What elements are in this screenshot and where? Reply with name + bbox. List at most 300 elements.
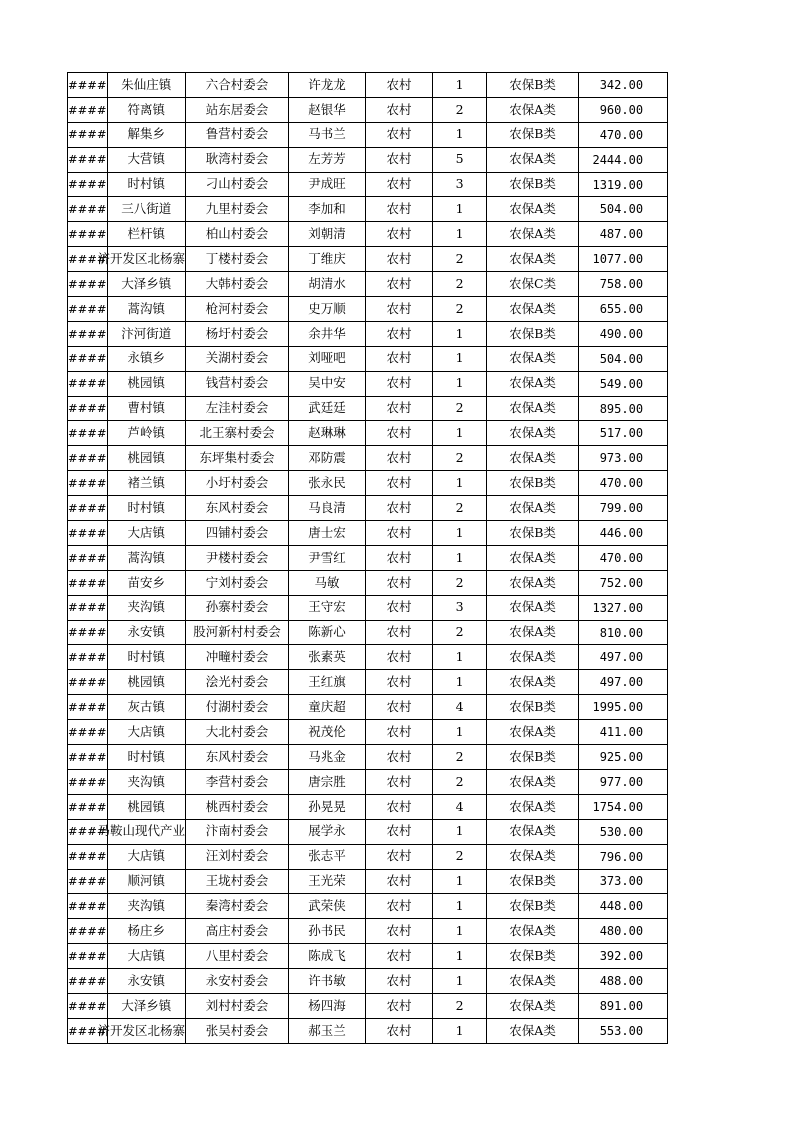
area-type-cell[interactable]: 农村 [366, 645, 433, 670]
village-committee-cell[interactable]: 秦湾村委会 [186, 894, 289, 919]
household-count-cell[interactable]: 1 [433, 670, 487, 695]
name-cell[interactable]: 展学永 [289, 819, 366, 844]
insurance-category-cell[interactable]: 农保A类 [487, 545, 579, 570]
name-cell[interactable]: 马敏 [289, 570, 366, 595]
household-count-cell[interactable]: 1 [433, 471, 487, 496]
row-id-cell[interactable]: #### [68, 695, 108, 720]
town-cell[interactable]: 大营镇 [107, 147, 186, 172]
row-id-cell[interactable]: #### [68, 969, 108, 994]
amount-cell[interactable]: 342.00 [579, 73, 668, 98]
village-committee-cell[interactable]: 汴南村委会 [186, 819, 289, 844]
insurance-category-cell[interactable]: 农保A类 [487, 570, 579, 595]
town-cell[interactable]: 灰古镇 [107, 695, 186, 720]
amount-cell[interactable]: 504.00 [579, 346, 668, 371]
household-count-cell[interactable]: 2 [433, 745, 487, 770]
insurance-category-cell[interactable]: 农保B类 [487, 471, 579, 496]
row-id-cell[interactable]: #### [68, 371, 108, 396]
insurance-category-cell[interactable]: 农保B类 [487, 172, 579, 197]
table-row[interactable] [68, 247, 668, 272]
town-cell[interactable]: 汴河街道 [107, 321, 186, 346]
village-committee-cell[interactable]: 桃西村委会 [186, 794, 289, 819]
amount-cell[interactable]: 470.00 [579, 122, 668, 147]
name-cell[interactable]: 张素英 [289, 645, 366, 670]
insurance-category-cell[interactable]: 农保C类 [487, 272, 579, 297]
area-type-cell[interactable]: 农村 [366, 844, 433, 869]
table-row[interactable] [68, 371, 668, 396]
village-committee-cell[interactable]: 冲疃村委会 [186, 645, 289, 670]
table-row[interactable] [68, 272, 668, 297]
area-type-cell[interactable]: 农村 [366, 794, 433, 819]
row-id-cell[interactable]: #### [68, 720, 108, 745]
town-cell[interactable]: 芦岭镇 [107, 421, 186, 446]
name-cell[interactable]: 王光荣 [289, 869, 366, 894]
town-cell[interactable]: 栏杆镇 [107, 222, 186, 247]
town-cell[interactable]: 褚兰镇 [107, 471, 186, 496]
village-committee-cell[interactable]: 东风村委会 [186, 496, 289, 521]
town-cell[interactable]: 大店镇 [107, 720, 186, 745]
insurance-category-cell[interactable]: 农保A类 [487, 297, 579, 322]
town-cell[interactable]: 桃园镇 [107, 794, 186, 819]
household-count-cell[interactable]: 1 [433, 869, 487, 894]
town-cell[interactable]: 大店镇 [107, 944, 186, 969]
area-type-cell[interactable]: 农村 [366, 496, 433, 521]
row-id-cell[interactable]: #### [68, 894, 108, 919]
table-row[interactable] [68, 1018, 668, 1043]
name-cell[interactable]: 唐宗胜 [289, 769, 366, 794]
village-committee-cell[interactable]: 大韩村委会 [186, 272, 289, 297]
village-committee-cell[interactable]: 六合村委会 [186, 73, 289, 98]
town-cell[interactable]: 朱仙庄镇 [107, 73, 186, 98]
town-cell[interactable]: 马鞍山现代产业 [107, 819, 186, 844]
amount-cell[interactable]: 796.00 [579, 844, 668, 869]
village-committee-cell[interactable]: 左洼村委会 [186, 396, 289, 421]
insurance-category-cell[interactable]: 农保A类 [487, 496, 579, 521]
household-count-cell[interactable]: 1 [433, 969, 487, 994]
table-row[interactable] [68, 869, 668, 894]
area-type-cell[interactable]: 农村 [366, 869, 433, 894]
village-committee-cell[interactable]: 八里村委会 [186, 944, 289, 969]
insurance-category-cell[interactable]: 农保B类 [487, 321, 579, 346]
area-type-cell[interactable]: 农村 [366, 421, 433, 446]
town-cell[interactable]: 大泽乡镇 [107, 993, 186, 1018]
name-cell[interactable]: 张志平 [289, 844, 366, 869]
town-cell[interactable]: 时村镇 [107, 496, 186, 521]
town-cell[interactable]: 济开发区北杨寨 [107, 247, 186, 272]
household-count-cell[interactable]: 1 [433, 73, 487, 98]
table-row[interactable] [68, 147, 668, 172]
insurance-category-cell[interactable]: 农保A类 [487, 720, 579, 745]
insurance-category-cell[interactable]: 农保A类 [487, 197, 579, 222]
row-id-cell[interactable]: #### [68, 844, 108, 869]
town-cell[interactable]: 时村镇 [107, 745, 186, 770]
insurance-category-cell[interactable]: 农保A类 [487, 421, 579, 446]
name-cell[interactable]: 史万顺 [289, 297, 366, 322]
amount-cell[interactable]: 448.00 [579, 894, 668, 919]
area-type-cell[interactable]: 农村 [366, 894, 433, 919]
village-committee-cell[interactable]: 汪刘村委会 [186, 844, 289, 869]
area-type-cell[interactable]: 农村 [366, 695, 433, 720]
village-committee-cell[interactable]: 浍光村委会 [186, 670, 289, 695]
amount-cell[interactable]: 497.00 [579, 645, 668, 670]
area-type-cell[interactable]: 农村 [366, 944, 433, 969]
town-cell[interactable]: 大店镇 [107, 521, 186, 546]
household-count-cell[interactable]: 2 [433, 570, 487, 595]
area-type-cell[interactable]: 农村 [366, 919, 433, 944]
village-committee-cell[interactable]: 刁山村委会 [186, 172, 289, 197]
amount-cell[interactable]: 1319.00 [579, 172, 668, 197]
village-committee-cell[interactable]: 鲁营村委会 [186, 122, 289, 147]
name-cell[interactable]: 王守宏 [289, 595, 366, 620]
row-id-cell[interactable]: #### [68, 944, 108, 969]
household-count-cell[interactable]: 1 [433, 521, 487, 546]
table-row[interactable] [68, 969, 668, 994]
row-id-cell[interactable]: #### [68, 147, 108, 172]
insurance-category-cell[interactable]: 农保B类 [487, 745, 579, 770]
row-id-cell[interactable]: #### [68, 595, 108, 620]
row-id-cell[interactable]: #### [68, 97, 108, 122]
household-count-cell[interactable]: 1 [433, 819, 487, 844]
household-count-cell[interactable]: 1 [433, 919, 487, 944]
village-committee-cell[interactable]: 东坪集村委会 [186, 446, 289, 471]
table-row[interactable] [68, 720, 668, 745]
name-cell[interactable]: 许龙龙 [289, 73, 366, 98]
town-cell[interactable]: 时村镇 [107, 645, 186, 670]
household-count-cell[interactable]: 1 [433, 720, 487, 745]
row-id-cell[interactable]: #### [68, 769, 108, 794]
area-type-cell[interactable]: 农村 [366, 147, 433, 172]
name-cell[interactable]: 马兆金 [289, 745, 366, 770]
insurance-category-cell[interactable]: 农保B类 [487, 73, 579, 98]
area-type-cell[interactable]: 农村 [366, 297, 433, 322]
row-id-cell[interactable]: #### [68, 670, 108, 695]
town-cell[interactable]: 夹沟镇 [107, 769, 186, 794]
name-cell[interactable]: 李加和 [289, 197, 366, 222]
insurance-category-cell[interactable]: 农保A类 [487, 819, 579, 844]
area-type-cell[interactable]: 农村 [366, 73, 433, 98]
village-committee-cell[interactable]: 王垅村委会 [186, 869, 289, 894]
household-count-cell[interactable]: 2 [433, 297, 487, 322]
amount-cell[interactable]: 799.00 [579, 496, 668, 521]
amount-cell[interactable]: 758.00 [579, 272, 668, 297]
table-row[interactable] [68, 944, 668, 969]
town-cell[interactable]: 苗安乡 [107, 570, 186, 595]
village-committee-cell[interactable]: 九里村委会 [186, 197, 289, 222]
name-cell[interactable]: 郝玉兰 [289, 1018, 366, 1043]
table-row[interactable] [68, 446, 668, 471]
area-type-cell[interactable]: 农村 [366, 172, 433, 197]
area-type-cell[interactable]: 农村 [366, 521, 433, 546]
amount-cell[interactable]: 470.00 [579, 545, 668, 570]
area-type-cell[interactable]: 农村 [366, 620, 433, 645]
name-cell[interactable]: 尹雪红 [289, 545, 366, 570]
insurance-category-cell[interactable]: 农保A类 [487, 993, 579, 1018]
village-committee-cell[interactable]: 宁刘村委会 [186, 570, 289, 595]
row-id-cell[interactable]: #### [68, 1018, 108, 1043]
name-cell[interactable]: 王红旗 [289, 670, 366, 695]
area-type-cell[interactable]: 农村 [366, 122, 433, 147]
name-cell[interactable]: 张永民 [289, 471, 366, 496]
area-type-cell[interactable]: 农村 [366, 819, 433, 844]
town-cell[interactable]: 桃园镇 [107, 446, 186, 471]
amount-cell[interactable]: 1327.00 [579, 595, 668, 620]
town-cell[interactable]: 济开发区北杨寨 [107, 1018, 186, 1043]
area-type-cell[interactable]: 农村 [366, 371, 433, 396]
table-row[interactable] [68, 321, 668, 346]
insurance-category-cell[interactable]: 农保A类 [487, 147, 579, 172]
table-row[interactable] [68, 993, 668, 1018]
row-id-cell[interactable]: #### [68, 421, 108, 446]
village-committee-cell[interactable]: 尹楼村委会 [186, 545, 289, 570]
amount-cell[interactable]: 504.00 [579, 197, 668, 222]
table-row[interactable] [68, 670, 668, 695]
name-cell[interactable]: 杨四海 [289, 993, 366, 1018]
table-row[interactable] [68, 769, 668, 794]
row-id-cell[interactable]: #### [68, 396, 108, 421]
row-id-cell[interactable]: #### [68, 521, 108, 546]
village-committee-cell[interactable]: 永安村委会 [186, 969, 289, 994]
insurance-category-cell[interactable]: 农保A类 [487, 670, 579, 695]
table-row[interactable] [68, 844, 668, 869]
name-cell[interactable]: 吴中安 [289, 371, 366, 396]
name-cell[interactable]: 左芳芳 [289, 147, 366, 172]
table-row[interactable] [68, 695, 668, 720]
village-committee-cell[interactable]: 柏山村委会 [186, 222, 289, 247]
amount-cell[interactable]: 973.00 [579, 446, 668, 471]
insurance-category-cell[interactable]: 农保B类 [487, 695, 579, 720]
household-count-cell[interactable]: 1 [433, 197, 487, 222]
amount-cell[interactable]: 470.00 [579, 471, 668, 496]
insurance-category-cell[interactable]: 农保B类 [487, 944, 579, 969]
row-id-cell[interactable]: #### [68, 570, 108, 595]
amount-cell[interactable]: 553.00 [579, 1018, 668, 1043]
table-row[interactable] [68, 97, 668, 122]
row-id-cell[interactable]: #### [68, 222, 108, 247]
name-cell[interactable]: 刘哑吧 [289, 346, 366, 371]
table-row[interactable] [68, 122, 668, 147]
household-count-cell[interactable]: 1 [433, 421, 487, 446]
town-cell[interactable]: 顺河镇 [107, 869, 186, 894]
insurance-category-cell[interactable]: 农保A类 [487, 844, 579, 869]
table-row[interactable] [68, 545, 668, 570]
name-cell[interactable]: 尹成旺 [289, 172, 366, 197]
row-id-cell[interactable]: #### [68, 794, 108, 819]
village-committee-cell[interactable]: 站东居委会 [186, 97, 289, 122]
table-row[interactable] [68, 745, 668, 770]
insurance-category-cell[interactable]: 农保A类 [487, 645, 579, 670]
name-cell[interactable]: 赵琳琳 [289, 421, 366, 446]
area-type-cell[interactable]: 农村 [366, 247, 433, 272]
town-cell[interactable]: 桃园镇 [107, 371, 186, 396]
name-cell[interactable]: 武荣侠 [289, 894, 366, 919]
area-type-cell[interactable]: 农村 [366, 97, 433, 122]
row-id-cell[interactable]: #### [68, 122, 108, 147]
amount-cell[interactable]: 530.00 [579, 819, 668, 844]
town-cell[interactable]: 桃园镇 [107, 670, 186, 695]
amount-cell[interactable]: 487.00 [579, 222, 668, 247]
area-type-cell[interactable]: 农村 [366, 993, 433, 1018]
village-committee-cell[interactable]: 关湖村委会 [186, 346, 289, 371]
amount-cell[interactable]: 517.00 [579, 421, 668, 446]
name-cell[interactable]: 武廷廷 [289, 396, 366, 421]
household-count-cell[interactable]: 4 [433, 794, 487, 819]
name-cell[interactable]: 余井华 [289, 321, 366, 346]
insurance-category-cell[interactable]: 农保A类 [487, 222, 579, 247]
name-cell[interactable]: 祝茂伦 [289, 720, 366, 745]
table-row[interactable] [68, 73, 668, 98]
table-row[interactable] [68, 595, 668, 620]
household-count-cell[interactable]: 1 [433, 645, 487, 670]
insurance-category-cell[interactable]: 农保B类 [487, 521, 579, 546]
town-cell[interactable]: 符离镇 [107, 97, 186, 122]
household-count-cell[interactable]: 1 [433, 894, 487, 919]
insurance-category-cell[interactable]: 农保A类 [487, 595, 579, 620]
insurance-category-cell[interactable]: 农保B类 [487, 894, 579, 919]
town-cell[interactable]: 曹村镇 [107, 396, 186, 421]
town-cell[interactable]: 大泽乡镇 [107, 272, 186, 297]
town-cell[interactable]: 永安镇 [107, 620, 186, 645]
town-cell[interactable]: 夹沟镇 [107, 595, 186, 620]
row-id-cell[interactable]: #### [68, 645, 108, 670]
table-row[interactable] [68, 222, 668, 247]
name-cell[interactable]: 马良清 [289, 496, 366, 521]
insurance-category-cell[interactable]: 农保A类 [487, 769, 579, 794]
amount-cell[interactable]: 549.00 [579, 371, 668, 396]
amount-cell[interactable]: 1754.00 [579, 794, 668, 819]
village-committee-cell[interactable]: 张吴村委会 [186, 1018, 289, 1043]
amount-cell[interactable]: 488.00 [579, 969, 668, 994]
insurance-category-cell[interactable]: 农保A类 [487, 247, 579, 272]
household-count-cell[interactable]: 2 [433, 247, 487, 272]
village-committee-cell[interactable]: 大北村委会 [186, 720, 289, 745]
name-cell[interactable]: 丁维庆 [289, 247, 366, 272]
amount-cell[interactable]: 1077.00 [579, 247, 668, 272]
name-cell[interactable]: 陈新心 [289, 620, 366, 645]
name-cell[interactable]: 陈成飞 [289, 944, 366, 969]
name-cell[interactable]: 童庆超 [289, 695, 366, 720]
area-type-cell[interactable]: 农村 [366, 969, 433, 994]
area-type-cell[interactable]: 农村 [366, 769, 433, 794]
town-cell[interactable]: 夹沟镇 [107, 894, 186, 919]
row-id-cell[interactable]: #### [68, 321, 108, 346]
town-cell[interactable]: 大店镇 [107, 844, 186, 869]
name-cell[interactable]: 唐士宏 [289, 521, 366, 546]
town-cell[interactable]: 蒿沟镇 [107, 297, 186, 322]
table-row[interactable] [68, 172, 668, 197]
row-id-cell[interactable]: #### [68, 620, 108, 645]
household-count-cell[interactable]: 2 [433, 446, 487, 471]
row-id-cell[interactable]: #### [68, 346, 108, 371]
amount-cell[interactable]: 446.00 [579, 521, 668, 546]
town-cell[interactable]: 永镇乡 [107, 346, 186, 371]
village-committee-cell[interactable]: 枪河村委会 [186, 297, 289, 322]
insurance-category-cell[interactable]: 农保A类 [487, 919, 579, 944]
row-id-cell[interactable]: #### [68, 446, 108, 471]
row-id-cell[interactable]: #### [68, 73, 108, 98]
household-count-cell[interactable]: 2 [433, 769, 487, 794]
insurance-category-cell[interactable]: 农保A类 [487, 1018, 579, 1043]
amount-cell[interactable]: 411.00 [579, 720, 668, 745]
insurance-category-cell[interactable]: 农保B类 [487, 122, 579, 147]
row-id-cell[interactable]: #### [68, 297, 108, 322]
area-type-cell[interactable]: 农村 [366, 446, 433, 471]
amount-cell[interactable]: 925.00 [579, 745, 668, 770]
name-cell[interactable]: 胡清水 [289, 272, 366, 297]
area-type-cell[interactable]: 农村 [366, 197, 433, 222]
amount-cell[interactable]: 373.00 [579, 869, 668, 894]
insurance-category-cell[interactable]: 农保A类 [487, 396, 579, 421]
village-committee-cell[interactable]: 北王寨村委会 [186, 421, 289, 446]
area-type-cell[interactable]: 农村 [366, 1018, 433, 1043]
area-type-cell[interactable]: 农村 [366, 570, 433, 595]
amount-cell[interactable]: 1995.00 [579, 695, 668, 720]
household-count-cell[interactable]: 3 [433, 595, 487, 620]
town-cell[interactable]: 时村镇 [107, 172, 186, 197]
row-id-cell[interactable]: #### [68, 471, 108, 496]
table-row[interactable] [68, 346, 668, 371]
insurance-category-cell[interactable]: 农保A类 [487, 446, 579, 471]
amount-cell[interactable]: 497.00 [579, 670, 668, 695]
table-row[interactable] [68, 645, 668, 670]
area-type-cell[interactable]: 农村 [366, 471, 433, 496]
name-cell[interactable]: 刘朝清 [289, 222, 366, 247]
household-count-cell[interactable]: 1 [433, 944, 487, 969]
town-cell[interactable]: 三八街道 [107, 197, 186, 222]
amount-cell[interactable]: 490.00 [579, 321, 668, 346]
village-committee-cell[interactable]: 东风村委会 [186, 745, 289, 770]
household-count-cell[interactable]: 2 [433, 496, 487, 521]
table-row[interactable] [68, 197, 668, 222]
household-count-cell[interactable]: 2 [433, 844, 487, 869]
area-type-cell[interactable]: 农村 [366, 720, 433, 745]
village-committee-cell[interactable]: 李营村委会 [186, 769, 289, 794]
amount-cell[interactable]: 810.00 [579, 620, 668, 645]
table-row[interactable] [68, 894, 668, 919]
table-row[interactable] [68, 919, 668, 944]
table-row[interactable] [68, 620, 668, 645]
village-committee-cell[interactable]: 刘村村委会 [186, 993, 289, 1018]
village-committee-cell[interactable]: 耿湾村委会 [186, 147, 289, 172]
town-cell[interactable]: 蒿沟镇 [107, 545, 186, 570]
town-cell[interactable]: 解集乡 [107, 122, 186, 147]
table-row[interactable] [68, 471, 668, 496]
amount-cell[interactable]: 2444.00 [579, 147, 668, 172]
insurance-category-cell[interactable]: 农保A类 [487, 794, 579, 819]
table-row[interactable] [68, 794, 668, 819]
village-committee-cell[interactable]: 小圩村委会 [186, 471, 289, 496]
village-committee-cell[interactable]: 高庄村委会 [186, 919, 289, 944]
amount-cell[interactable]: 655.00 [579, 297, 668, 322]
amount-cell[interactable]: 891.00 [579, 993, 668, 1018]
amount-cell[interactable]: 895.00 [579, 396, 668, 421]
amount-cell[interactable]: 392.00 [579, 944, 668, 969]
household-count-cell[interactable]: 2 [433, 272, 487, 297]
household-count-cell[interactable]: 1 [433, 222, 487, 247]
row-id-cell[interactable]: #### [68, 745, 108, 770]
area-type-cell[interactable]: 农村 [366, 321, 433, 346]
table-row[interactable] [68, 396, 668, 421]
row-id-cell[interactable]: #### [68, 272, 108, 297]
amount-cell[interactable]: 480.00 [579, 919, 668, 944]
insurance-category-cell[interactable]: 农保A类 [487, 346, 579, 371]
row-id-cell[interactable]: #### [68, 869, 108, 894]
area-type-cell[interactable]: 农村 [366, 396, 433, 421]
row-id-cell[interactable]: #### [68, 197, 108, 222]
insurance-category-cell[interactable]: 农保A类 [487, 620, 579, 645]
table-row[interactable] [68, 496, 668, 521]
household-count-cell[interactable]: 2 [433, 620, 487, 645]
table-row[interactable] [68, 819, 668, 844]
name-cell[interactable]: 许书敏 [289, 969, 366, 994]
